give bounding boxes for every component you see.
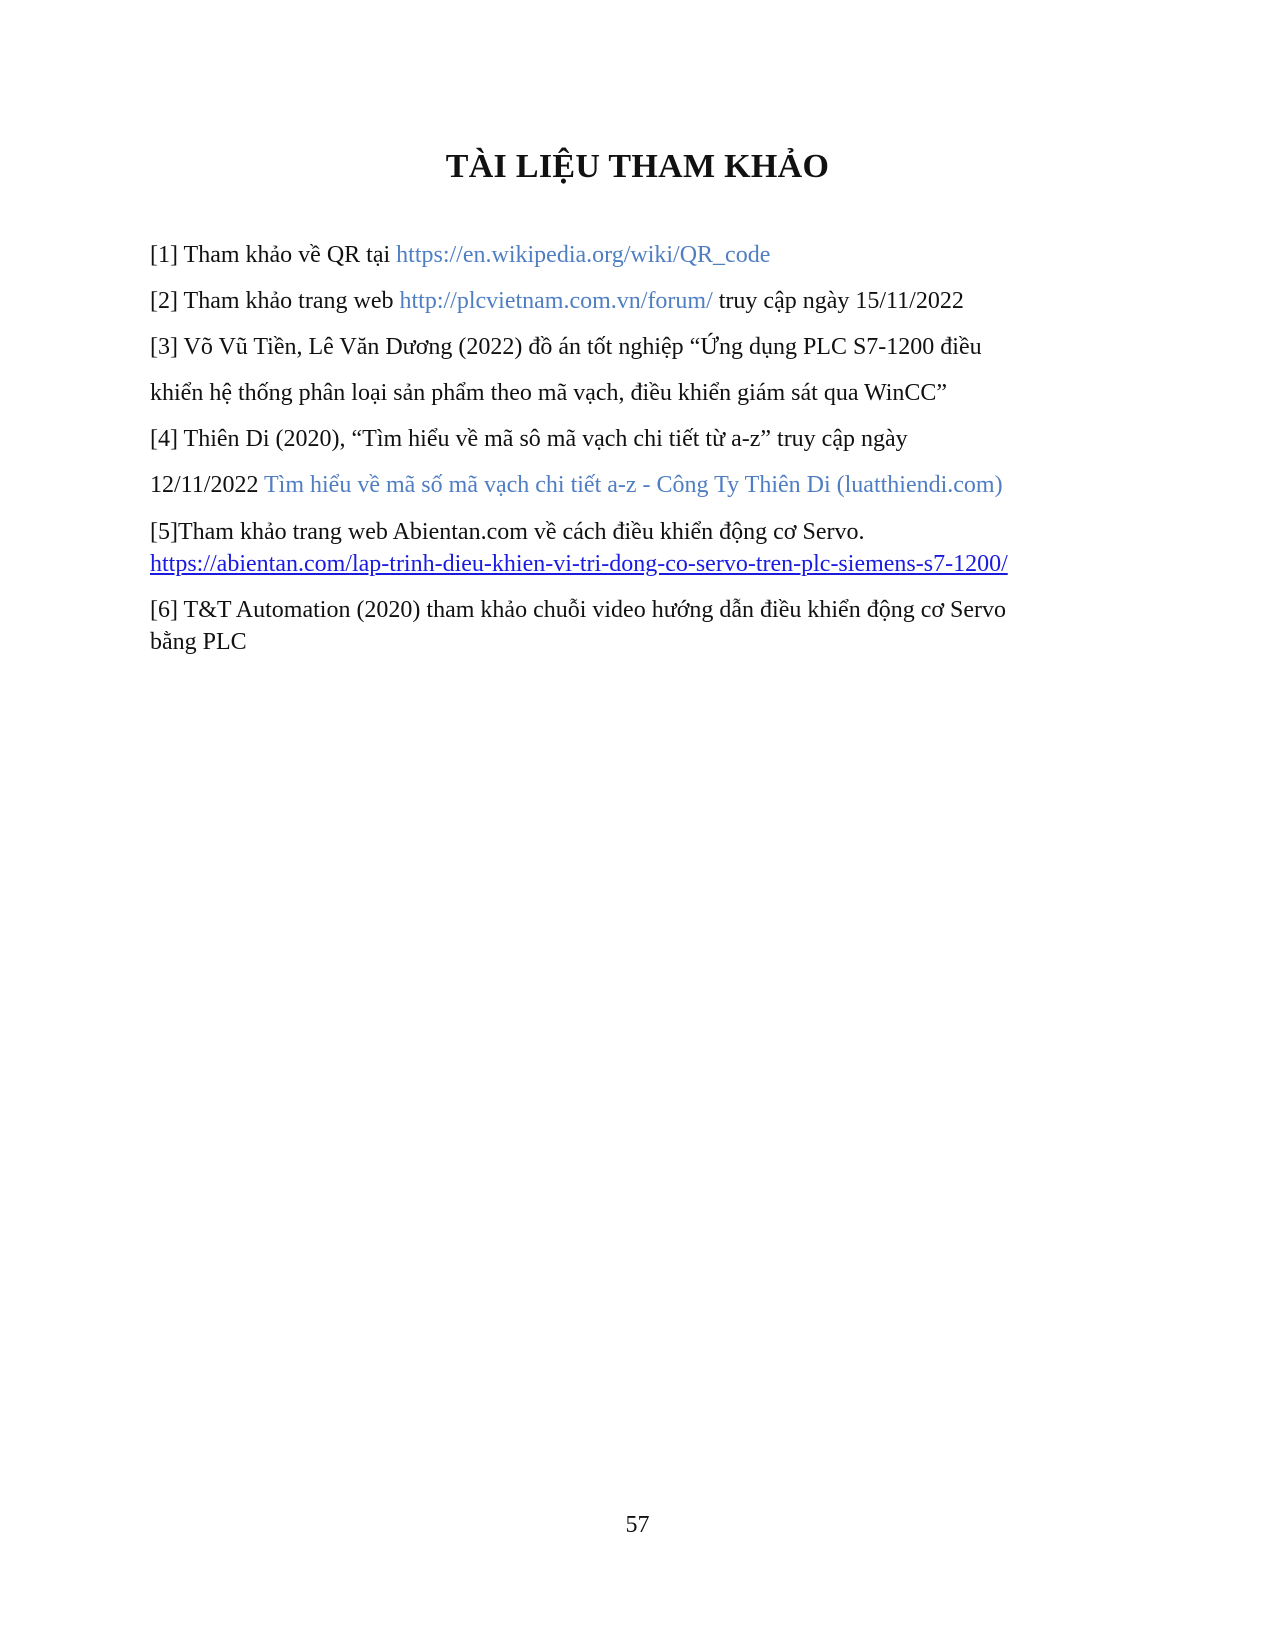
reference-line-1: [4] Thiên Di (2020), “Tìm hiểu về mã sô mã vạch chi tiết từ a-z” truy cập ngày [150, 426, 908, 452]
page-title: TÀI LIỆU THAM KHẢO [445, 148, 830, 185]
reference-link[interactable]: https://abientan.com/lap-trinh-dieu-khien-vi-tri-dong-co-servo-tren-plc-siemens-s7-1200/ [150, 551, 1008, 577]
reference-item-1 [150, 232, 1135, 278]
reference-link[interactable]: http://plcvietnam.com.vn/forum/ [399, 288, 713, 314]
reference-line-2: bằng PLC [150, 629, 247, 655]
reference-line-2: 12/11/2022 [150, 472, 265, 498]
reference-line-2: khiển hệ thống phân loại sản phẩm theo mã vạch, điều khiển giám sát qua WinCC” [150, 380, 948, 406]
reference-item-6 [150, 594, 1135, 658]
reference-list [150, 232, 1135, 658]
reference-line-1: [6] T&T Automation (2020) tham khảo chuỗi video hướng dẫn điều khiển động cơ Servo [150, 597, 1007, 623]
reference-link[interactable]: Tìm hiểu về mã số mã vạch chi tiết a-z - Công Ty Thiên Di (luatthiendi.com) [264, 472, 1003, 498]
reference-text: [1] Tham khảo về QR tại [150, 242, 397, 268]
reference-link[interactable]: https://en.wikipedia.org/wiki/QR_code [396, 242, 771, 268]
reference-item-5 [150, 516, 1135, 580]
reference-line-1: [5]Tham khảo trang web Abientan.com về cách điều khiển động cơ Servo. [150, 519, 865, 545]
page-number: 57 [625, 1512, 650, 1538]
reference-text: [2] Tham khảo trang web [150, 288, 400, 314]
reference-item-2 [150, 278, 1135, 324]
reference-item-3 [150, 324, 1135, 416]
reference-text-after: truy cập ngày 15/11/2022 [712, 288, 964, 314]
reference-line-1: [3] Võ Vũ Tiền, Lê Văn Dương (2022) đồ án tốt nghiệp “Ứng dụng PLC S7-1200 điều [150, 334, 982, 360]
reference-item-4 [150, 416, 1135, 508]
